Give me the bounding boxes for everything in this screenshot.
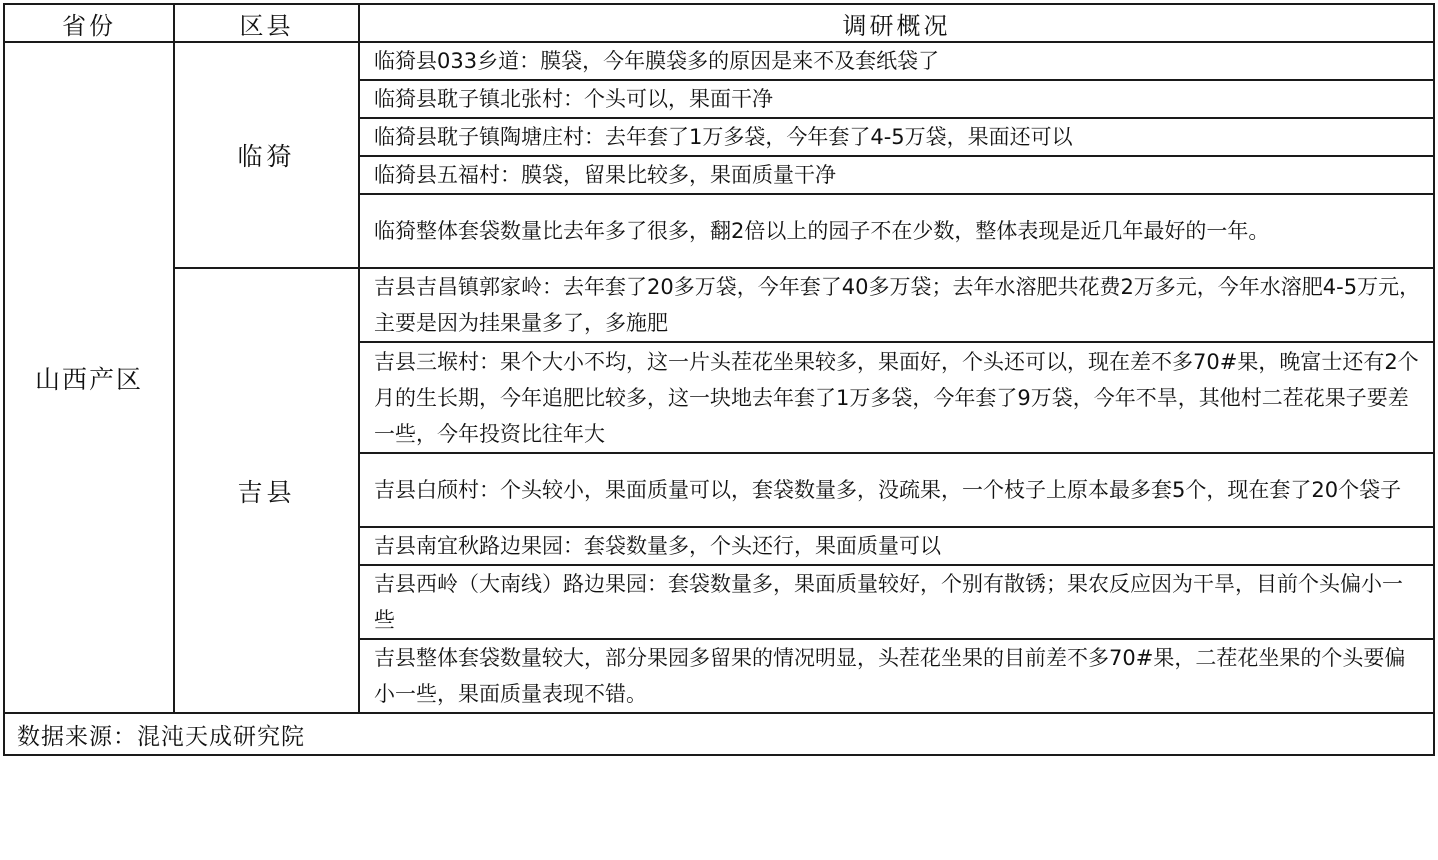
header-row xyxy=(4,4,1434,42)
county-cell-linyi: 临猗 xyxy=(174,42,359,268)
detail-cell: 吉县整体套袋数量较大，部分果园多留果的情况明显，头茬花坐果的目前差不多70#果，二茬花坐果的个头要偏小一些，果面质量表现不错。 xyxy=(359,639,1434,713)
detail-cell: 吉县西岭（大南线）路边果园：套袋数量多，果面质量较好，个别有散锈；果农反应因为干旱，目前个头偏小一些 xyxy=(359,565,1434,639)
detail-cell: 临猗县五福村：膜袋，留果比较多，果面质量干净 xyxy=(359,156,1434,194)
survey-table xyxy=(3,3,1435,756)
header-province: 省份 xyxy=(4,4,174,42)
detail-cell: 临猗县耽子镇北张村：个头可以，果面干净 xyxy=(359,80,1434,118)
header-county: 区县 xyxy=(174,4,359,42)
detail-cell: 吉县三堠村：果个大小不均，这一片头茬花坐果较多，果面好，个头还可以，现在差不多70#果，晚富士还有2个月的生长期，今年追肥比较多，这一块地去年套了1万多袋，今年套了9万袋，今年不旱，其他村二茬花果子要差一些，今年投资比往年大 xyxy=(359,342,1434,453)
detail-cell: 吉县吉昌镇郭家岭：去年套了20多万袋，今年套了40多万袋；去年水溶肥共花费2万多元，今年水溶肥4-5万元，主要是因为挂果量多了，多施肥 xyxy=(359,268,1434,342)
data-source-note: 数据来源：混沌天成研究院 xyxy=(4,713,1434,755)
header-overview: 调研概况 xyxy=(359,4,1434,42)
source-row xyxy=(4,713,1434,755)
table-row xyxy=(4,42,1434,80)
province-cell: 山西产区 xyxy=(4,42,174,713)
table-row xyxy=(4,268,1434,342)
detail-cell: 吉县南宜秋路边果园：套袋数量多，个头还行，果面质量可以 xyxy=(359,527,1434,565)
detail-cell: 临猗县033乡道：膜袋，今年膜袋多的原因是来不及套纸袋了 xyxy=(359,42,1434,80)
detail-cell: 临猗县耽子镇陶塘庄村：去年套了1万多袋，今年套了4-5万袋，果面还可以 xyxy=(359,118,1434,156)
detail-cell: 吉县白颀村：个头较小，果面质量可以，套袋数量多，没疏果，一个枝子上原本最多套5个，现在套了20个袋子 xyxy=(359,453,1434,527)
county-cell-jixian: 吉县 xyxy=(174,268,359,713)
detail-cell: 临猗整体套袋数量比去年多了很多，翻2倍以上的园子不在少数，整体表现是近几年最好的一年。 xyxy=(359,194,1434,268)
